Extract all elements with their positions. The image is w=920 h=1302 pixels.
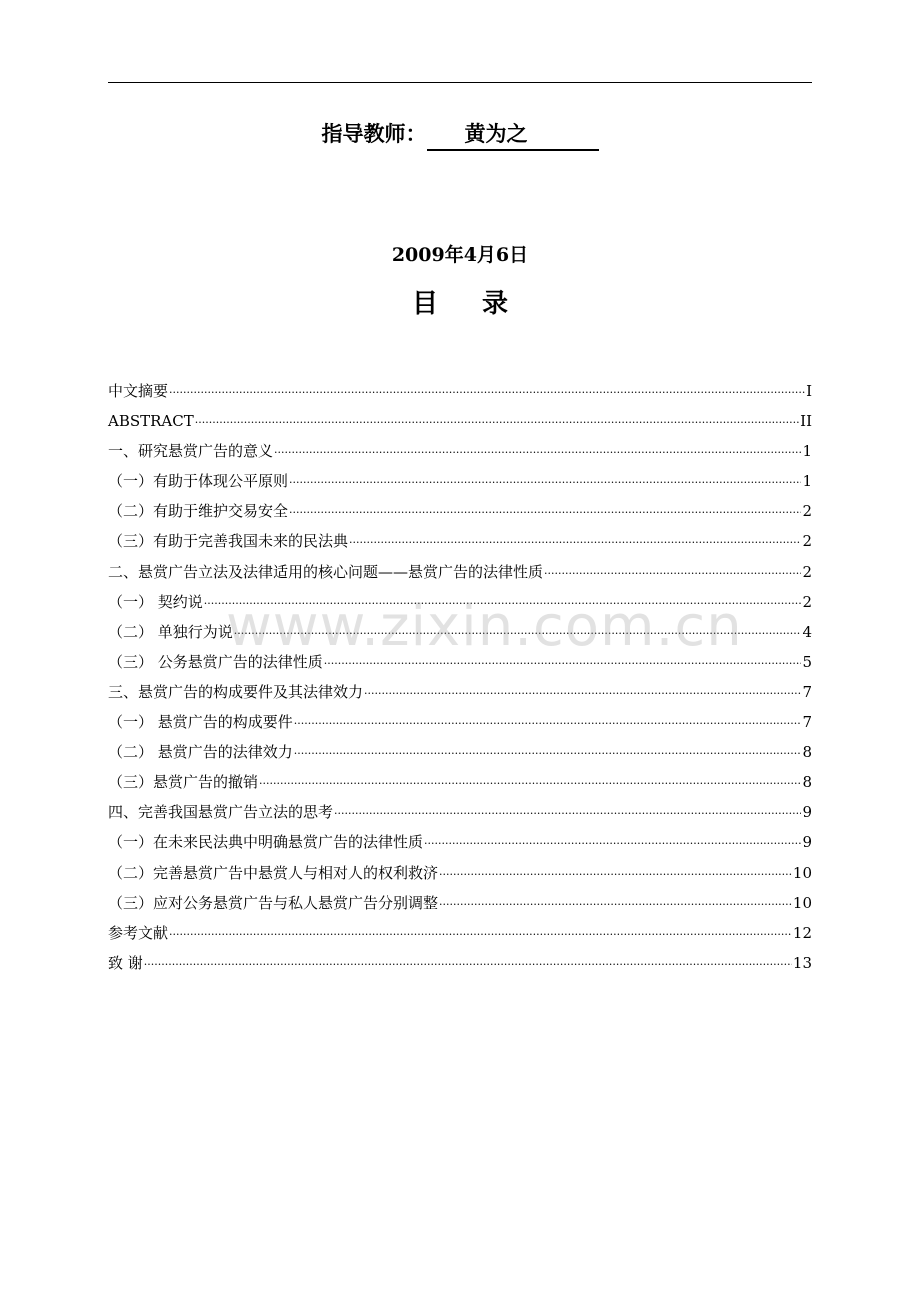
toc-entry-label: （二） 单独行为说 [108,622,233,641]
toc-entry[interactable] [108,797,812,827]
toc-entry-label: 四、完善我国悬赏广告立法的思考 [108,803,334,822]
top-rule [108,82,812,83]
toc-entry-page: II [800,412,812,431]
toc-entry-page: 2 [802,502,812,521]
toc-entry[interactable] [108,858,812,888]
toc-entry-label: 中文摘要 [108,382,169,400]
toc-entry-page: 2 [802,562,812,581]
toc-entry-page: 4 [802,622,812,641]
date: 2009年4月6日 [391,244,529,266]
toc-entry-label: （三）悬赏广告的撤销 [108,773,259,792]
toc-entry[interactable] [108,526,812,556]
toc-dot-leader [274,438,801,468]
toc-dot-leader [544,559,801,589]
toc-entry-page: 2 [802,592,812,611]
toc-entry[interactable] [108,406,812,436]
toc-title: 目录 [411,289,552,319]
toc-entry-page: 7 [802,682,812,701]
advisor-line [0,116,920,152]
toc-entry-page: I [806,382,812,400]
toc-entry-page: 8 [802,773,812,792]
toc-dot-leader [289,498,801,528]
toc-entry-label: （一） 契约说 [108,592,203,611]
toc-entry-page: 8 [802,743,812,762]
toc-entry[interactable] [108,496,812,526]
table-of-contents [108,376,812,978]
toc-entry[interactable] [108,707,812,737]
toc-entry-page: 1 [802,472,812,491]
toc-entry-page: 2 [802,532,812,551]
toc-dot-leader [259,769,801,799]
toc-entry-label: 三、悬赏广告的构成要件及其法律效力 [108,682,364,701]
toc-entry-label: （二）有助于维护交易安全 [108,502,289,521]
toc-dot-leader [294,709,802,739]
toc-dot-leader [169,920,792,950]
toc-entry[interactable] [108,436,812,466]
toc-entry-label: （二） 悬赏广告的法律效力 [108,743,293,762]
toc-dot-leader [289,468,801,498]
toc-entry-label: （三） 公务悬赏广告的法律性质 [108,652,323,671]
toc-entry[interactable] [108,948,812,978]
toc-dot-leader [439,890,792,920]
toc-entry-label: （一）有助于体现公平原则 [108,472,289,491]
toc-entry-page: 5 [802,652,812,671]
toc-entry-label: （二）完善悬赏广告中悬赏人与相对人的权利救济 [108,863,439,882]
toc-entry-page: 10 [792,893,812,912]
toc-entry-page: 7 [802,713,812,732]
toc-entry[interactable] [108,376,812,406]
toc-entry-page: 12 [792,923,812,942]
advisor-label: 指导教师： [321,122,427,146]
toc-entry[interactable] [108,557,812,587]
toc-dot-leader [364,679,801,709]
toc-entry-label: 参考文献 [108,923,169,942]
toc-entry[interactable] [108,466,812,496]
toc-entry-page: 9 [802,803,812,822]
toc-entry-label: （一） 悬赏广告的构成要件 [108,713,293,732]
toc-entry-page: 13 [792,953,812,972]
toc-entry-page: 1 [802,442,812,461]
toc-dot-leader [424,829,801,859]
toc-entry-label: 一、研究悬赏广告的意义 [108,442,274,461]
toc-entry[interactable] [108,677,812,707]
toc-dot-leader [195,408,799,438]
toc-entry[interactable] [108,827,812,857]
toc-entry-label: ABSTRACT [108,412,194,431]
toc-entry-label: （一）在未来民法典中明确悬赏广告的法律性质 [108,833,424,852]
toc-dot-leader [144,950,792,980]
advisor-name: 黄为之 [427,119,599,151]
watermark: www.zixin.com.cn [226,594,743,659]
toc-entry[interactable] [108,767,812,797]
toc-dot-leader [349,528,801,558]
toc-entry-label: （三）有助于完善我国未来的民法典 [108,532,349,551]
toc-dot-leader [334,799,801,829]
toc-entry-page: 9 [802,833,812,852]
toc-entry[interactable] [108,737,812,767]
toc-entry-label: （三）应对公务悬赏广告与私人悬赏广告分别调整 [108,893,439,912]
toc-entry-label: 致 谢 [108,953,143,972]
toc-entry[interactable] [108,918,812,948]
toc-entry[interactable] [108,888,812,918]
toc-dot-leader [439,860,792,890]
toc-entry-label: 二、悬赏广告立法及法律适用的核心问题——悬赏广告的法律性质 [108,562,544,581]
toc-dot-leader [294,739,802,769]
toc-dot-leader [169,378,805,408]
toc-entry-page: 10 [792,863,812,882]
